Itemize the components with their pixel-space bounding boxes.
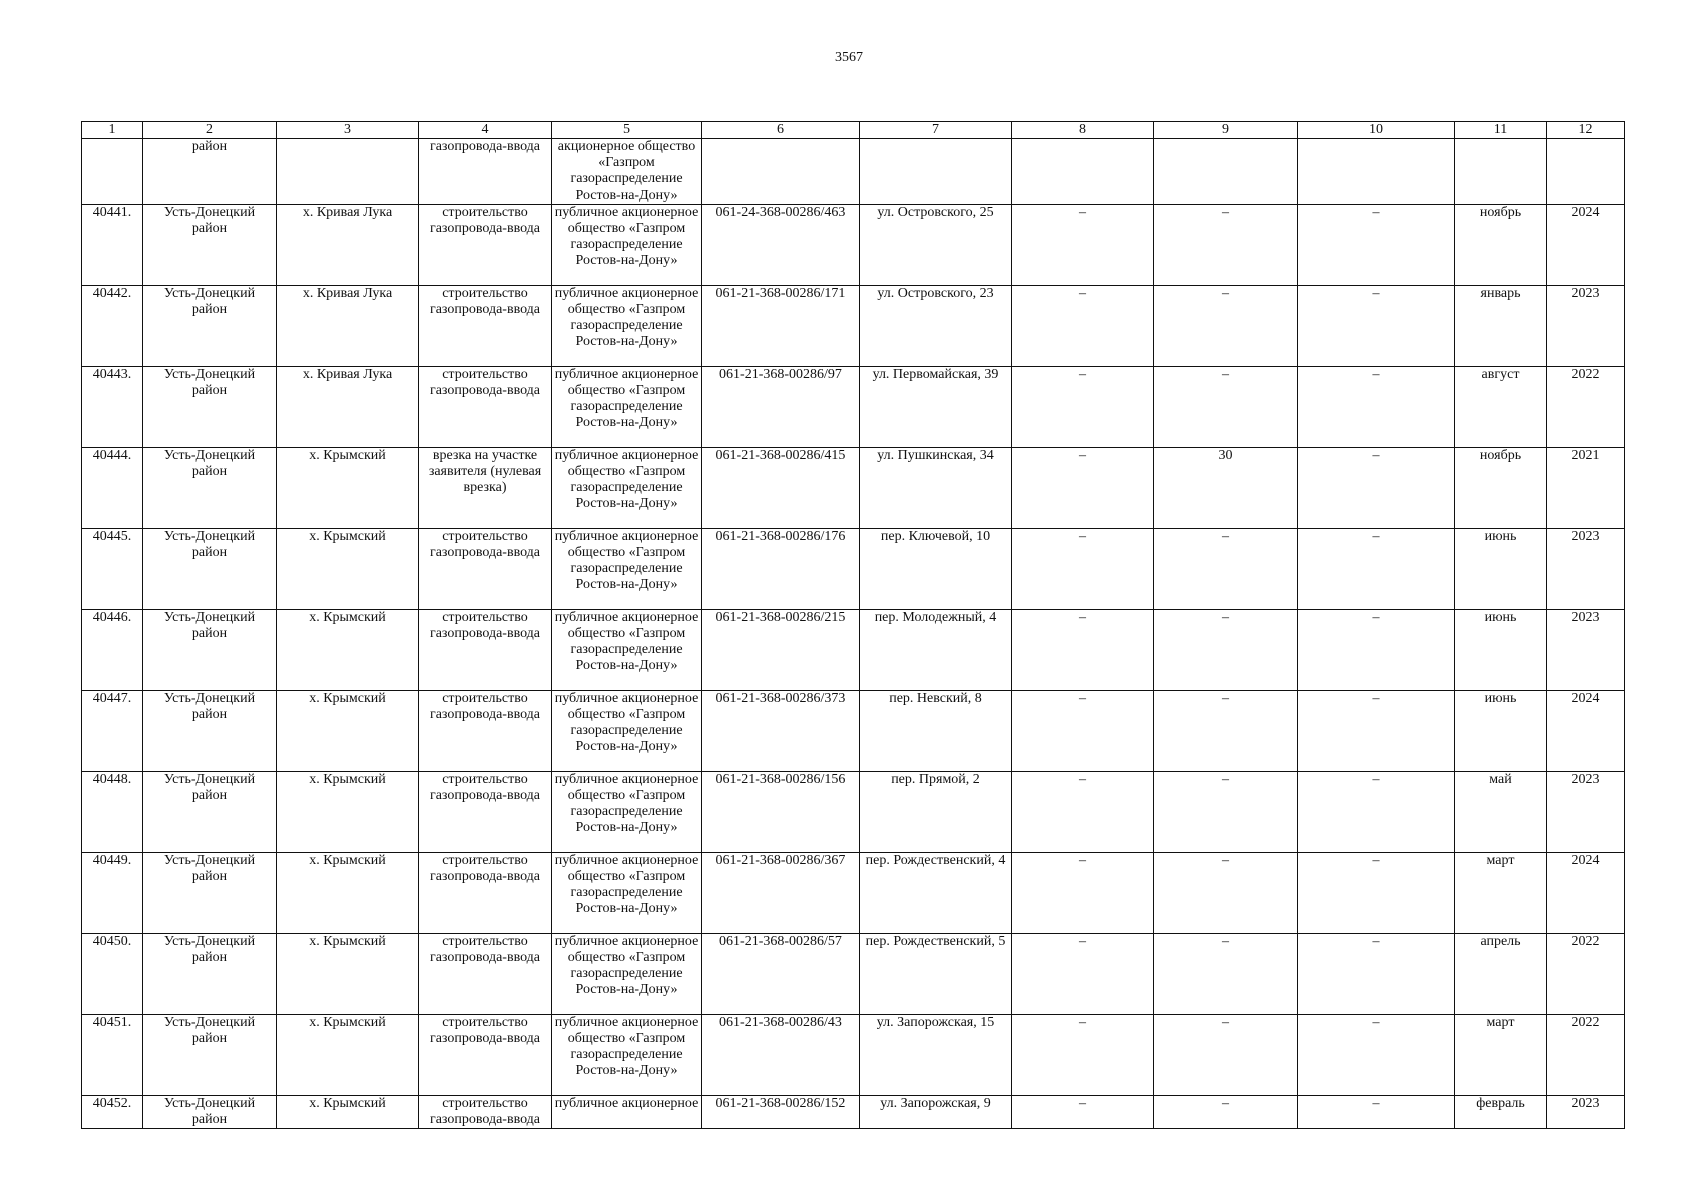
month-cell: июнь [1455, 609, 1547, 690]
column-header: 9 [1154, 122, 1298, 139]
table-row [82, 852, 1625, 933]
locality-cell: х. Крымский [277, 1014, 419, 1095]
table-row [82, 609, 1625, 690]
work-type-cell: газопровода-ввода [419, 139, 552, 205]
locality-cell: х. Крымский [277, 933, 419, 1014]
year-cell: 2023 [1547, 771, 1625, 852]
registration-code-cell: 061-21-368-00286/97 [702, 366, 860, 447]
address-cell: ул. Островского, 23 [860, 285, 1012, 366]
column-header: 6 [702, 122, 860, 139]
col10-cell: – [1298, 366, 1455, 447]
table-row [82, 285, 1625, 366]
locality-cell: х. Кривая Лука [277, 366, 419, 447]
registration-code-cell: 061-21-368-00286/367 [702, 852, 860, 933]
col10-cell: – [1298, 447, 1455, 528]
locality-cell: х. Крымский [277, 690, 419, 771]
month-cell: июнь [1455, 528, 1547, 609]
district-cell: Усть-Донецкий район [143, 447, 277, 528]
district-cell: Усть-Донецкий район [143, 771, 277, 852]
district-cell: Усть-Донецкий район [143, 933, 277, 1014]
organization-cell: публичное акционерное общество «Газпром газораспределение Ростов-на-Дону» [552, 852, 702, 933]
work-type-cell: строительство газопровода-ввода [419, 609, 552, 690]
col8-cell: – [1012, 1014, 1154, 1095]
col8-cell: – [1012, 528, 1154, 609]
registration-code-cell: 061-21-368-00286/156 [702, 771, 860, 852]
organization-cell: публичное акционерное общество «Газпром газораспределение Ростов-на-Дону» [552, 933, 702, 1014]
registration-code-cell: 061-21-368-00286/43 [702, 1014, 860, 1095]
row-number: 40452. [82, 1095, 143, 1128]
table-row [82, 933, 1625, 1014]
month-cell [1455, 139, 1547, 205]
col8-cell: – [1012, 609, 1154, 690]
row-number: 40444. [82, 447, 143, 528]
address-cell: ул. Первомайская, 39 [860, 366, 1012, 447]
district-cell: Усть-Донецкий район [143, 852, 277, 933]
col9-cell: – [1154, 1014, 1298, 1095]
district-cell: Усть-Донецкий район [143, 1095, 277, 1128]
district-cell: Усть-Донецкий район [143, 204, 277, 285]
row-number: 40450. [82, 933, 143, 1014]
col10-cell: – [1298, 690, 1455, 771]
year-cell: 2023 [1547, 1095, 1625, 1128]
month-cell: февраль [1455, 1095, 1547, 1128]
col10-cell: – [1298, 852, 1455, 933]
year-cell: 2024 [1547, 204, 1625, 285]
column-header: 1 [82, 122, 143, 139]
table-row [82, 690, 1625, 771]
address-cell: пер. Рождественский, 4 [860, 852, 1012, 933]
col10-cell: – [1298, 1014, 1455, 1095]
organization-cell: публичное акционерное общество «Газпром газораспределение Ростов-на-Дону» [552, 447, 702, 528]
row-number: 40451. [82, 1014, 143, 1095]
organization-cell: публичное акционерное общество «Газпром газораспределение Ростов-на-Дону» [552, 690, 702, 771]
registration-code-cell: 061-21-368-00286/215 [702, 609, 860, 690]
month-cell: ноябрь [1455, 447, 1547, 528]
month-cell: апрель [1455, 933, 1547, 1014]
row-number [82, 139, 143, 205]
col10-cell: – [1298, 528, 1455, 609]
locality-cell: х. Крымский [277, 771, 419, 852]
organization-cell: публичное акционерное общество «Газпром газораспределение Ростов-на-Дону» [552, 204, 702, 285]
locality-cell [277, 139, 419, 205]
work-type-cell: строительство газопровода-ввода [419, 204, 552, 285]
work-type-cell: строительство газопровода-ввода [419, 285, 552, 366]
locality-cell: х. Крымский [277, 528, 419, 609]
table-row [82, 1095, 1625, 1128]
registration-code-cell: 061-24-368-00286/463 [702, 204, 860, 285]
row-number: 40447. [82, 690, 143, 771]
locality-cell: х. Кривая Лука [277, 285, 419, 366]
locality-cell: х. Крымский [277, 1095, 419, 1128]
address-cell [860, 139, 1012, 205]
col10-cell: – [1298, 285, 1455, 366]
registration-code-cell: 061-21-368-00286/176 [702, 528, 860, 609]
column-header: 3 [277, 122, 419, 139]
year-cell: 2023 [1547, 609, 1625, 690]
organization-cell: публичное акционерное общество «Газпром газораспределение Ростов-на-Дону» [552, 528, 702, 609]
locality-cell: х. Крымский [277, 609, 419, 690]
address-cell: ул. Запорожская, 15 [860, 1014, 1012, 1095]
district-cell: Усть-Донецкий район [143, 366, 277, 447]
address-cell: пер. Рождественский, 5 [860, 933, 1012, 1014]
col8-cell: – [1012, 447, 1154, 528]
registration-code-cell: 061-21-368-00286/415 [702, 447, 860, 528]
row-number: 40442. [82, 285, 143, 366]
registration-code-cell [702, 139, 860, 205]
col9-cell: – [1154, 204, 1298, 285]
col8-cell: – [1012, 690, 1154, 771]
registration-code-cell: 061-21-368-00286/152 [702, 1095, 860, 1128]
col8-cell: – [1012, 366, 1154, 447]
col8-cell: – [1012, 852, 1154, 933]
register-table [81, 121, 1625, 1129]
year-cell: 2024 [1547, 852, 1625, 933]
table-row [82, 1014, 1625, 1095]
registration-code-cell: 061-21-368-00286/373 [702, 690, 860, 771]
row-number: 40443. [82, 366, 143, 447]
col9-cell: – [1154, 609, 1298, 690]
district-cell: Усть-Донецкий район [143, 609, 277, 690]
row-number: 40441. [82, 204, 143, 285]
district-cell: Усть-Донецкий район [143, 285, 277, 366]
col9-cell: – [1154, 285, 1298, 366]
column-header: 5 [552, 122, 702, 139]
col8-cell: – [1012, 771, 1154, 852]
year-cell: 2024 [1547, 690, 1625, 771]
organization-cell: акционерное общество «Газпром газораспределение Ростов-на-Дону» [552, 139, 702, 205]
organization-cell: публичное акционерное общество «Газпром газораспределение Ростов-на-Дону» [552, 609, 702, 690]
row-number: 40448. [82, 771, 143, 852]
col9-cell: – [1154, 528, 1298, 609]
registration-code-cell: 061-21-368-00286/171 [702, 285, 860, 366]
col9-cell [1154, 139, 1298, 205]
month-cell: ноябрь [1455, 204, 1547, 285]
col10-cell: – [1298, 771, 1455, 852]
address-cell: ул. Островского, 25 [860, 204, 1012, 285]
col9-cell: – [1154, 852, 1298, 933]
col8-cell: – [1012, 1095, 1154, 1128]
column-header: 2 [143, 122, 277, 139]
work-type-cell: строительство газопровода-ввода [419, 933, 552, 1014]
col9-cell: – [1154, 690, 1298, 771]
district-cell: Усть-Донецкий район [143, 528, 277, 609]
district-cell: Усть-Донецкий район [143, 1014, 277, 1095]
table-row [82, 204, 1625, 285]
address-cell: ул. Пушкинская, 34 [860, 447, 1012, 528]
row-number: 40449. [82, 852, 143, 933]
table-row [82, 366, 1625, 447]
district-cell: район [143, 139, 277, 205]
col8-cell: – [1012, 285, 1154, 366]
col8-cell: – [1012, 933, 1154, 1014]
col10-cell: – [1298, 933, 1455, 1014]
address-cell: ул. Запорожская, 9 [860, 1095, 1012, 1128]
month-cell: май [1455, 771, 1547, 852]
organization-cell: публичное акционерное [552, 1095, 702, 1128]
col10-cell [1298, 139, 1455, 205]
table-row [82, 771, 1625, 852]
table-body [82, 139, 1625, 1129]
col8-cell [1012, 139, 1154, 205]
row-number: 40446. [82, 609, 143, 690]
column-numbers-header [82, 122, 1625, 139]
column-header: 7 [860, 122, 1012, 139]
table-row [82, 139, 1625, 205]
organization-cell: публичное акционерное общество «Газпром газораспределение Ростов-на-Дону» [552, 771, 702, 852]
row-number: 40445. [82, 528, 143, 609]
col10-cell: – [1298, 1095, 1455, 1128]
column-header: 10 [1298, 122, 1455, 139]
page-number: 3567 [835, 50, 863, 65]
year-cell: 2023 [1547, 285, 1625, 366]
work-type-cell: строительство газопровода-ввода [419, 1095, 552, 1128]
year-cell: 2021 [1547, 447, 1625, 528]
year-cell: 2022 [1547, 366, 1625, 447]
column-header: 8 [1012, 122, 1154, 139]
col9-cell: 30 [1154, 447, 1298, 528]
registration-code-cell: 061-21-368-00286/57 [702, 933, 860, 1014]
month-cell: июнь [1455, 690, 1547, 771]
column-header: 12 [1547, 122, 1625, 139]
work-type-cell: строительство газопровода-ввода [419, 1014, 552, 1095]
col9-cell: – [1154, 1095, 1298, 1128]
locality-cell: х. Крымский [277, 447, 419, 528]
table-row [82, 447, 1625, 528]
locality-cell: х. Крымский [277, 852, 419, 933]
col10-cell: – [1298, 204, 1455, 285]
work-type-cell: строительство газопровода-ввода [419, 771, 552, 852]
month-cell: январь [1455, 285, 1547, 366]
col9-cell: – [1154, 366, 1298, 447]
work-type-cell: строительство газопровода-ввода [419, 366, 552, 447]
col8-cell: – [1012, 204, 1154, 285]
address-cell: пер. Прямой, 2 [860, 771, 1012, 852]
work-type-cell: врезка на участке заявителя (нулевая врезка) [419, 447, 552, 528]
col10-cell: – [1298, 609, 1455, 690]
column-header: 4 [419, 122, 552, 139]
address-cell: пер. Невский, 8 [860, 690, 1012, 771]
organization-cell: публичное акционерное общество «Газпром газораспределение Ростов-на-Дону» [552, 1014, 702, 1095]
work-type-cell: строительство газопровода-ввода [419, 690, 552, 771]
work-type-cell: строительство газопровода-ввода [419, 852, 552, 933]
col9-cell: – [1154, 933, 1298, 1014]
col9-cell: – [1154, 771, 1298, 852]
district-cell: Усть-Донецкий район [143, 690, 277, 771]
address-cell: пер. Ключевой, 10 [860, 528, 1012, 609]
column-header: 11 [1455, 122, 1547, 139]
year-cell: 2022 [1547, 933, 1625, 1014]
address-cell: пер. Молодежный, 4 [860, 609, 1012, 690]
month-cell: август [1455, 366, 1547, 447]
year-cell [1547, 139, 1625, 205]
year-cell: 2022 [1547, 1014, 1625, 1095]
table-row [82, 528, 1625, 609]
month-cell: март [1455, 1014, 1547, 1095]
locality-cell: х. Кривая Лука [277, 204, 419, 285]
month-cell: март [1455, 852, 1547, 933]
organization-cell: публичное акционерное общество «Газпром газораспределение Ростов-на-Дону» [552, 285, 702, 366]
work-type-cell: строительство газопровода-ввода [419, 528, 552, 609]
year-cell: 2023 [1547, 528, 1625, 609]
organization-cell: публичное акционерное общество «Газпром газораспределение Ростов-на-Дону» [552, 366, 702, 447]
